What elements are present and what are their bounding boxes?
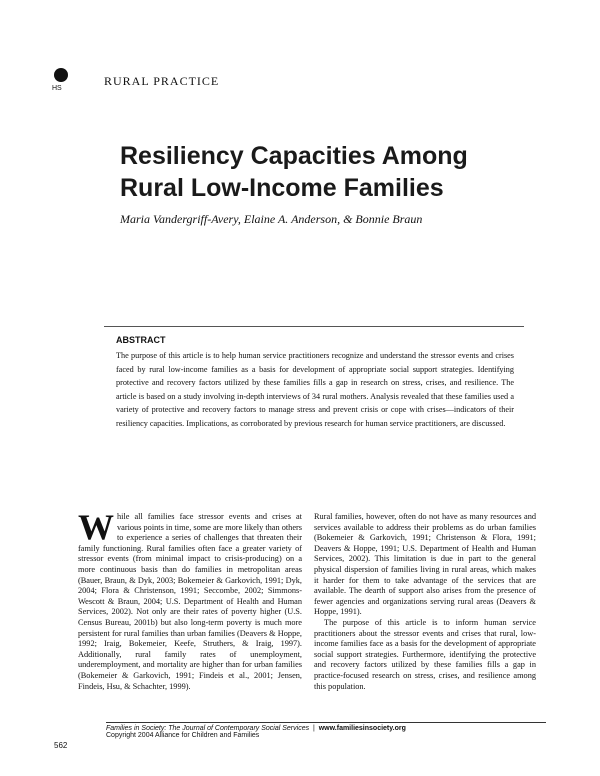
- publisher-logo-icon: [54, 68, 68, 82]
- author-list: Maria Vandergriff-Avery, Elaine A. Anderson, & Bonnie Braun: [120, 212, 423, 226]
- page-footer: Families in Society: The Journal of Contemporary Social Services | www.familiesinsociety.org Copyright 2004 Alliance for Children and Families: [106, 722, 546, 739]
- abstract-heading: ABSTRACT: [116, 335, 166, 345]
- page-number: 562: [54, 741, 68, 750]
- body-right-column: [314, 512, 536, 692]
- body-left-column: [78, 507, 302, 692]
- abstract-text: The purpose of this article is to help human service practitioners recognize and understand the stressor events and crises faced by rural low-income families as a basis for development of appropriate social support strategies. Identifying protective and recovery factors utilized by these families fills a gap in research on stress, crises, and resilience. The article is based on a study involving in-depth interviews of 34 rural mothers. Analysis revealed that these families used a variety of protective and recovery factors to manage stress and prevent crisis or cope with crises—indicators of their resiliency capacities. Implications, as corroborated by previous research for human service practitioners, are discussed.: [116, 351, 514, 428]
- footer-url[interactable]: www.familiesinsociety.org: [318, 725, 406, 732]
- right-column-paragraph-2: The purpose of this article is to inform human service practitioners about the stressor events and crises that rural, low-income families face as a basis for the development of appropriate social support strategies. Furthermore, identifying the protective and recovery factors utilized by these families fills a gap in practice-focused research on stress, crises, and resilience among this population.: [314, 617, 536, 691]
- abstract-box: [104, 326, 524, 445]
- right-column-paragraph-1: Rural families, however, often do not have as many resources and services available to address their problems as do urban families (Bokemeier & Garkovich, 1991; Christenson & Flora, 1991; Deavers & Hoppe, 1991; U.S. Department of Health and Human Services, 2002). This limitation is due in part to the general physical dispersion of families living in rural areas, which makes it harder for them to take advantage of the services that are available. The dearth of support also arises from the presence of fewer agencies and organizations serving rural areas (Deavers & Hoppe, 1991).: [314, 512, 536, 617]
- footer-journal: Families in Society: The Journal of Contemporary Social Services: [106, 725, 310, 732]
- section-label: RURAL PRACTICE: [104, 74, 220, 88]
- left-column-text: hile all families face stressor events and crises at various points in time, some are more likely than others to experience a series of challenges that threaten their family functioning. Rural families often face a greater variety of stressor events (from minimal impact to crisis-producing) on a more continuous basis than do families in metropolitan areas (Bauer, Braun, & Dyk, 2003; Bokemeier & Garkovich, 1991; Dyk, 2004; Flora & Christenson, 1991; Seccombe, 2002; Simmons-Wescott & Braun, 2004; U.S. Department of Health and Human Services, 2002). Not only are their rates of poverty higher (U.S. Census Bureau, 2001b) but also long-term poverty is much more persistent for rural families than urban families (Deavers & Hoppe, 1992; Iraig, Bokemeier, Keefe, Struthers, & Iraig, 1997). Additionally, rural family rates of unemployment, underemployment, and mortality are higher than for urban families (Bokemeier & Garkovich, 1991; Findeis et al., 2001; Jensen, Findeis, Hsu, & Schachter, 1999).: [78, 512, 302, 691]
- footer-copyright: Copyright 2004 Alliance for Children and Families: [106, 732, 260, 739]
- title-line-1: Resiliency Capacities Among: [120, 142, 468, 170]
- drop-cap: W: [78, 507, 114, 547]
- article-title: [120, 140, 520, 204]
- logo-code: HS: [52, 85, 62, 92]
- title-line-2: Rural Low-Income Families: [120, 174, 444, 202]
